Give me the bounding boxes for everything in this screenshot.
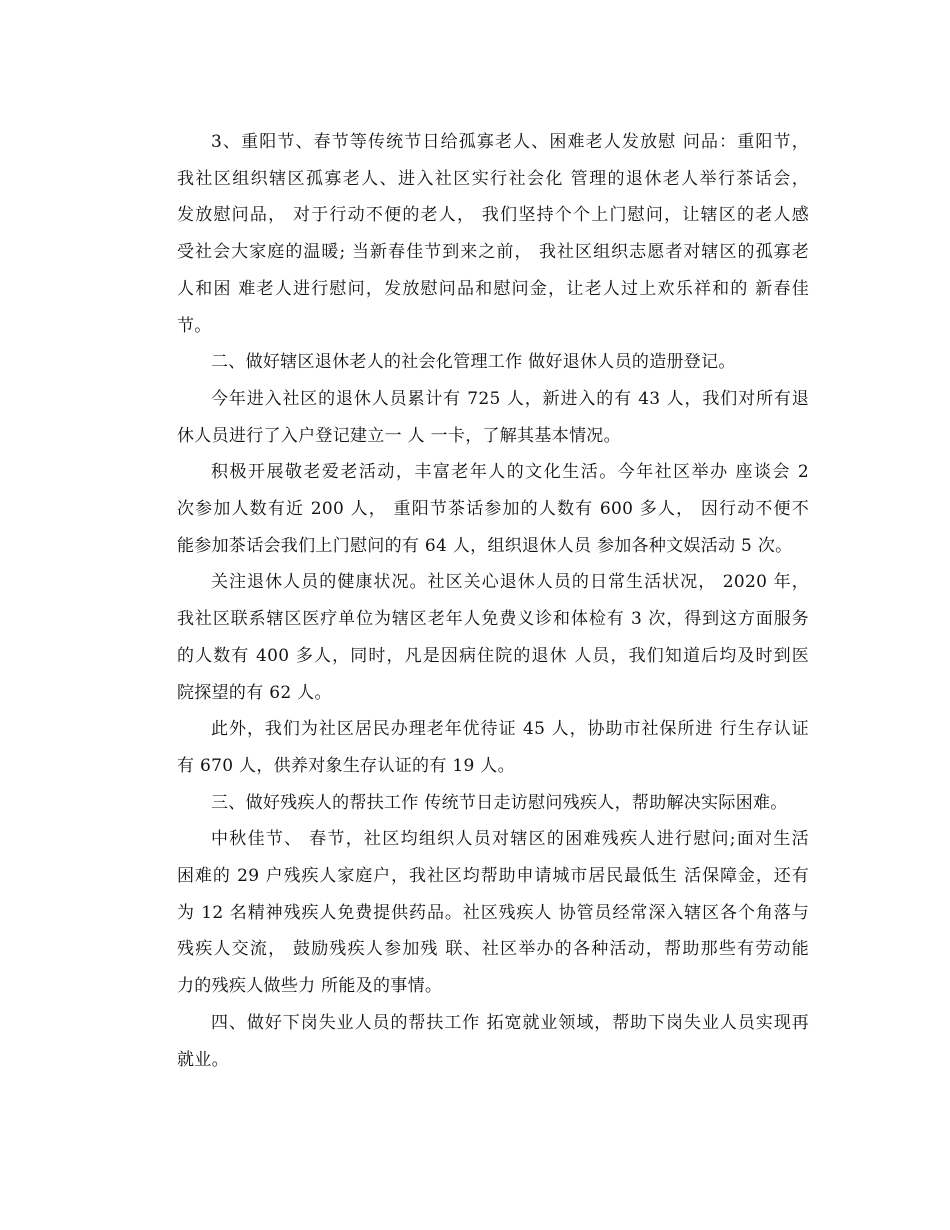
text-line: 节。 — [177, 315, 212, 336]
text-line: 为 12 名精神残疾人免费提供药品。社区残疾人 协管员经常深入辖区各个角落与 — [177, 902, 809, 923]
paragraph-retiree-registration — [143, 381, 809, 454]
section-heading-disabled-support — [143, 785, 809, 822]
text-line: 有 670 人，供养对象生存认证的有 19 人。 — [177, 755, 515, 776]
text-line: 3、重阳节、春节等传统节日给孤寡老人、困难老人发放慰 问品：重阳节， — [211, 132, 809, 152]
paragraph-senior-certificates — [143, 711, 809, 784]
text-line: 就业。 — [177, 1049, 229, 1070]
text-line: 三、做好残疾人的帮扶工作 传统节日走访慰问残疾人，帮助解决实际困难。 — [211, 792, 788, 813]
text-line: 关注退休人员的健康状况。社区关心退休人员的日常生活状况， 2020 年， — [211, 572, 809, 593]
text-line: 积极开展敬老爱老活动，丰富老年人的文化生活。今年社区举办 座谈会 2 — [211, 462, 809, 483]
text-line: 中秋佳节、 春节，社区均组织人员对辖区的困难残疾人进行慰问;面对生活 — [211, 829, 809, 850]
text-line: 院探望的有 62 人。 — [177, 682, 332, 703]
paragraph-elderly-activities — [143, 454, 809, 564]
paragraph-retiree-health — [143, 564, 809, 711]
text-line: 受社会大家庭的温暖; 当新春佳节到来之前， 我社区组织志愿者对辖区的孤寡老 — [177, 242, 809, 263]
text-line: 能参加茶话会我们上门慰问的有 64 人，组织退休人员 参加各种文娱活动 5 次。 — [177, 535, 793, 556]
text-line: 人和困 难老人进行慰问，发放慰问品和慰问金，让老人过上欢乐祥和的 新春佳 — [177, 278, 809, 299]
text-line: 发放慰问品， 对于行动不便的老人， 我们坚持个个上门慰问，让辖区的老人感 — [177, 205, 809, 226]
text-line: 我社区联系辖区医疗单位为辖区老年人免费义诊和体检有 3 次，得到这方面服务 — [177, 609, 809, 630]
text-line: 残疾人交流， 鼓励残疾人参加残 联、社区举办的各种活动，帮助那些有劳动能 — [177, 939, 809, 960]
text-line: 二、做好辖区退休老人的社会化管理工作 做好退休人员的造册登记。 — [211, 352, 736, 373]
text-line: 的人数有 400 多人，同时，凡是因病住院的退休 人员，我们知道后均及时到医 — [177, 645, 809, 666]
text-line: 困难的 29 户残疾人家庭户，我社区均帮助申请城市居民最低生 活保障金，还有 — [177, 866, 809, 887]
text-line: 今年进入社区的退休人员累计有 725 人，新进入的有 43 人，我们对所有退 — [211, 388, 809, 409]
paragraph-disabled-visits — [143, 821, 809, 1005]
text-line: 次参加人数有近 200 人， 重阳节茶话参加的人数有 600 多人， 因行动不便不 — [177, 499, 809, 520]
text-line: 此外，我们为社区居民办理老年优待证 45 人，协助市社保所进 行生存认证 — [211, 719, 809, 740]
paragraph-festival-visits — [143, 124, 809, 344]
section-heading-retiree-management — [143, 344, 809, 381]
section-heading-unemployed-support — [143, 1005, 809, 1078]
text-line: 四、做好下岗失业人员的帮扶工作 拓宽就业领域，帮助下岗失业人员实现再 — [211, 1012, 809, 1033]
text-line: 我社区组织辖区孤寡老人、进入社区实行社会化 管理的退休老人举行茶话会， — [177, 168, 809, 189]
document-body — [143, 124, 809, 1078]
text-line: 力的残疾人做些力 所能及的事情。 — [177, 976, 443, 997]
text-line: 休人员进行了入户登记建立一 人 一卡，了解其基本情况。 — [177, 425, 621, 446]
